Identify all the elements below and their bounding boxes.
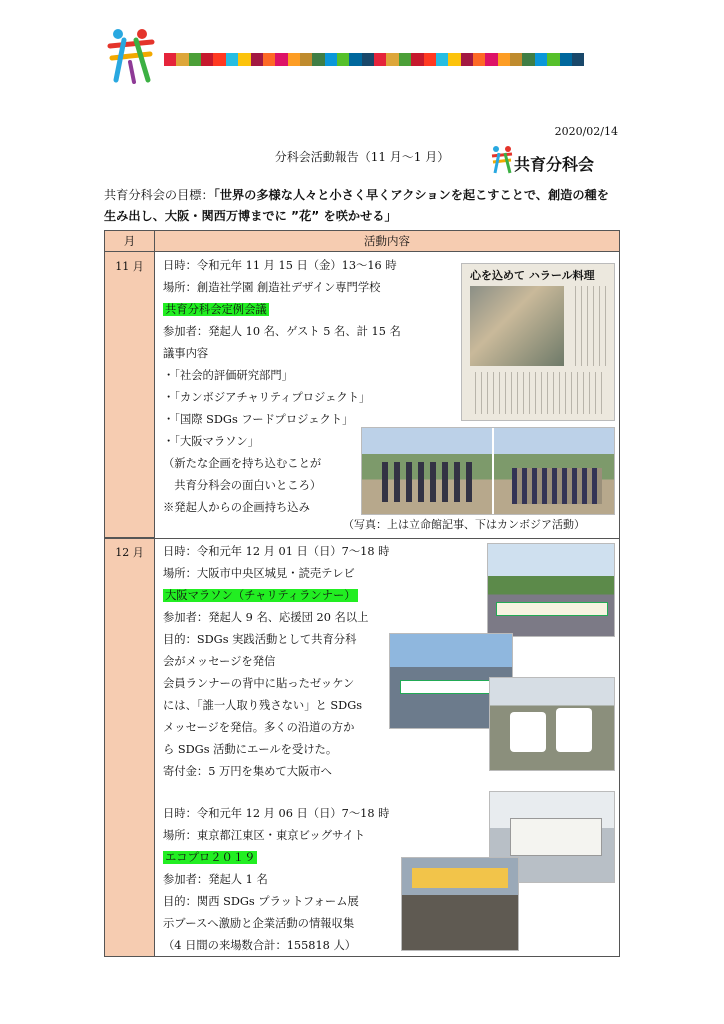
stripe-segment [498,53,510,66]
stripe-segment [176,53,188,66]
report-title: 分科会活動報告（11 月〜1 月） [274,150,450,164]
dec-activity-marathon [163,541,389,783]
dec6-purpose: 示ブースへ激励と企業活動の情報収集 [163,917,355,930]
dec-activity-ecopro [163,803,389,957]
stripe-segment [349,53,361,66]
nov-agenda-item: ・「社会的評価研究部門」 [163,369,293,382]
stripe-segment [201,53,213,66]
nov-agenda-item: ・「大阪マラソン」 [163,435,260,448]
stripe-segment [473,53,485,66]
stripe-segment [275,53,287,66]
nov-participants: 参加者：発起人 10 名、ゲスト 5 名、計 15 名 [163,325,401,338]
stripe-segment [572,53,584,66]
report-date: 2020/02/14 [554,125,618,138]
nov-agenda-item: ・「カンボジアチャリティプロジェクト」 [163,391,371,404]
stripe-segment [535,53,547,66]
nov-place: 場所：創造社学園 創造社デザイン専門学校 [163,281,381,294]
stripe-segment [374,53,386,66]
sdgs-color-stripe [164,53,584,66]
dec6-purpose: 目的：関西 SDGs プラットフォーム展 [163,895,359,908]
stripe-segment [325,53,337,66]
column-header-activity: 活動内容 [155,231,619,252]
stripe-segment [436,53,448,66]
dec1-event-title: 大阪マラソン（チャリティランナー） [165,589,356,602]
dec6-participants: 参加者：発起人 1 名 [163,873,268,886]
dec6-date: 日時：令和元年 12 月 06 日（日）7〜18 時 [163,807,390,820]
stripe-segment [522,53,534,66]
activity-table [104,230,620,957]
stripe-segment [510,53,522,66]
nov-note: 共育分科会の面白いところ） [163,479,322,492]
dec1-purpose: 目的：SDGs 実践活動として共育分科 [163,633,357,646]
month-cell-nov: 11 月 [105,252,155,538]
stripe-segment [337,53,349,66]
stripe-segment [386,53,398,66]
stripe-segment [411,53,423,66]
newspaper-headline: 心を込めて ハラール料理 [470,269,595,282]
nov-note: ※発起人からの企画持ち込み [163,501,310,514]
nov-agenda-label: 議事内容 [163,347,209,360]
ecopro-visitors-photo [401,857,519,951]
nov-note: （新たな企画を持ち込むことが [163,457,322,470]
dec6-place: 場所：東京都江東区・東京ビッグサイト [163,829,366,842]
dec1-description: 会員ランナーの背中に貼ったゼッケン [163,677,355,690]
newspaper-clipping-photo [461,263,615,421]
marathon-group-photo [487,543,615,637]
stripe-segment [448,53,460,66]
stripe-segment [424,53,436,66]
goal-prefix: 共育分科会の目標： [104,188,214,202]
dec6-event-title: エコプロ２０１９ [165,851,256,864]
stripe-segment [485,53,497,66]
stripe-segment [226,53,238,66]
sdgs-logo-icon [104,26,158,84]
goal-text-line1: 「世界の多様な人々と小さく早くアクションを起こすことで、創造の種を [213,188,609,202]
stripe-segment [164,53,176,66]
stripe-segment [461,53,473,66]
stripe-segment [251,53,263,66]
stripe-segment [399,53,411,66]
column-header-month: 月 [105,231,155,252]
brand-logo-icon [490,145,514,175]
stripe-segment [547,53,559,66]
cambodia-activity-photo [361,427,615,515]
marathon-runners-back-photo [489,677,615,771]
stripe-segment [312,53,324,66]
dec1-description: ら SDGs 活動にエールを受けた。 [163,743,338,756]
month-cell-dec: 12 月 [105,538,155,956]
nov-date: 日時：令和元年 11 月 15 日（金）13〜16 時 [163,259,397,272]
stripe-segment [288,53,300,66]
stripe-segment [362,53,374,66]
goal-text-line2: 生み出し、大阪・関西万博までに ”花” を咲かせる」 [104,209,397,223]
dec1-description: には、「誰一人取り残さない」と SDGs [163,699,363,712]
goal-statement [104,185,620,227]
dec1-donation: 寄付金：5 万円を集めて大阪市へ [163,765,332,778]
row-divider [105,538,619,539]
nov-photo-caption: （写真：上は立命館記事、下はカンボジア活動） [343,518,585,531]
nov-agenda-item: ・「国際 SDGs フードプロジェクト」 [163,413,354,426]
dec1-place: 場所：大阪市中央区城見・読売テレビ [163,567,355,580]
dec1-purpose: 会がメッセージを発信 [163,655,276,668]
stripe-segment [263,53,275,66]
dec1-description: メッセージを発信。多くの沿道の方か [163,721,355,734]
dec1-participants: 参加者：発起人 9 名、応援団 20 名以上 [163,611,369,624]
stripe-segment [189,53,201,66]
nov-event-title: 共育分科会定例会議 [165,303,267,316]
brand-name: 共育分科会 [514,155,595,174]
stripe-segment [238,53,250,66]
stripe-segment [213,53,225,66]
stripe-segment [300,53,312,66]
stripe-segment [560,53,572,66]
dec6-visitors: （4 日間の来場数合計：155818 人） [163,939,357,952]
dec1-date: 日時：令和元年 12 月 01 日（日）7〜18 時 [163,545,390,558]
